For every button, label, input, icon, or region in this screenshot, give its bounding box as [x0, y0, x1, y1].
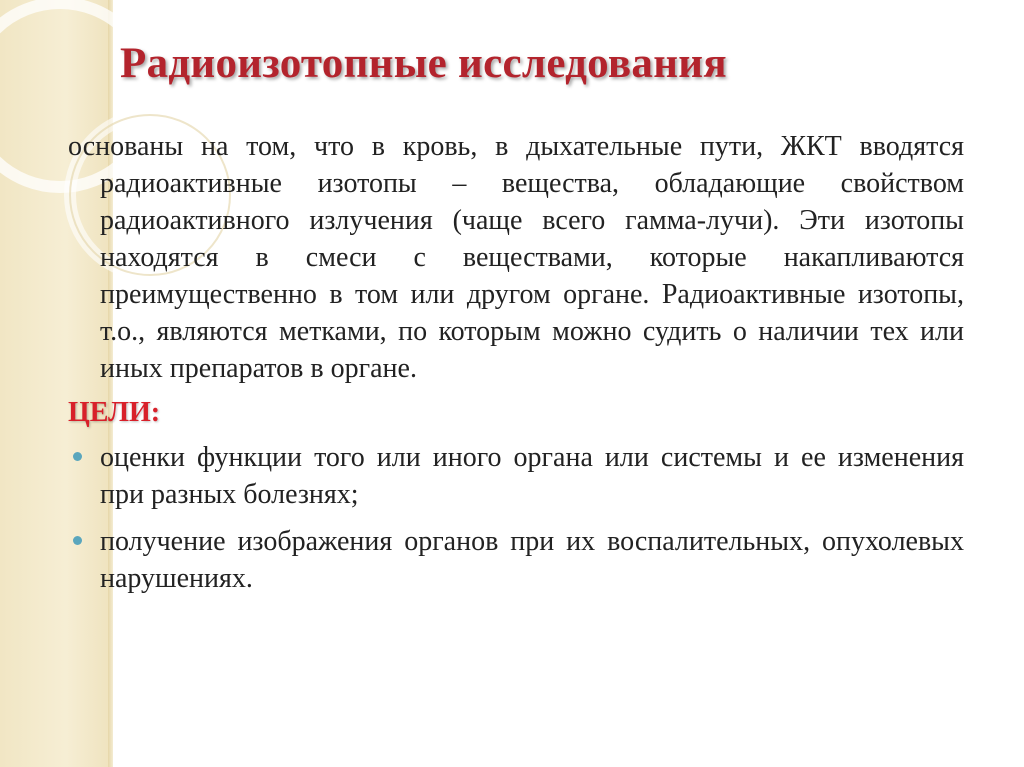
goals-list: [68, 439, 964, 597]
bullet-icon: [73, 452, 82, 461]
slide-title: Радиоизотопные исследования: [120, 40, 727, 87]
goals-heading: ЦЕЛИ:: [68, 397, 161, 428]
bullet-icon: [73, 536, 82, 545]
intro-paragraph: основаны на том, что в кровь, в дыхательные пути, ЖКТ вводятся радиоактивные изотопы – вещества, обладающие свойством радиоактивного излучения (чаще всего гамма-лучи). Эти изотопы находятся в смеси с веществами, которые накапливаются преимущественно в том или другом органе. Радиоактивные изотопы, т.о., являются метками, по которым можно судить о наличии тех или иных препаратов в органе.: [68, 131, 964, 384]
list-item: [68, 439, 964, 513]
goal-text: получение изображения органов при их воспалительных, опухолевых нарушениях.: [100, 526, 964, 594]
list-item: [68, 523, 964, 597]
slide-body: [68, 128, 964, 607]
goal-text: оценки функции того или иного органа или системы и ее изменения при разных болезнях;: [100, 442, 964, 510]
